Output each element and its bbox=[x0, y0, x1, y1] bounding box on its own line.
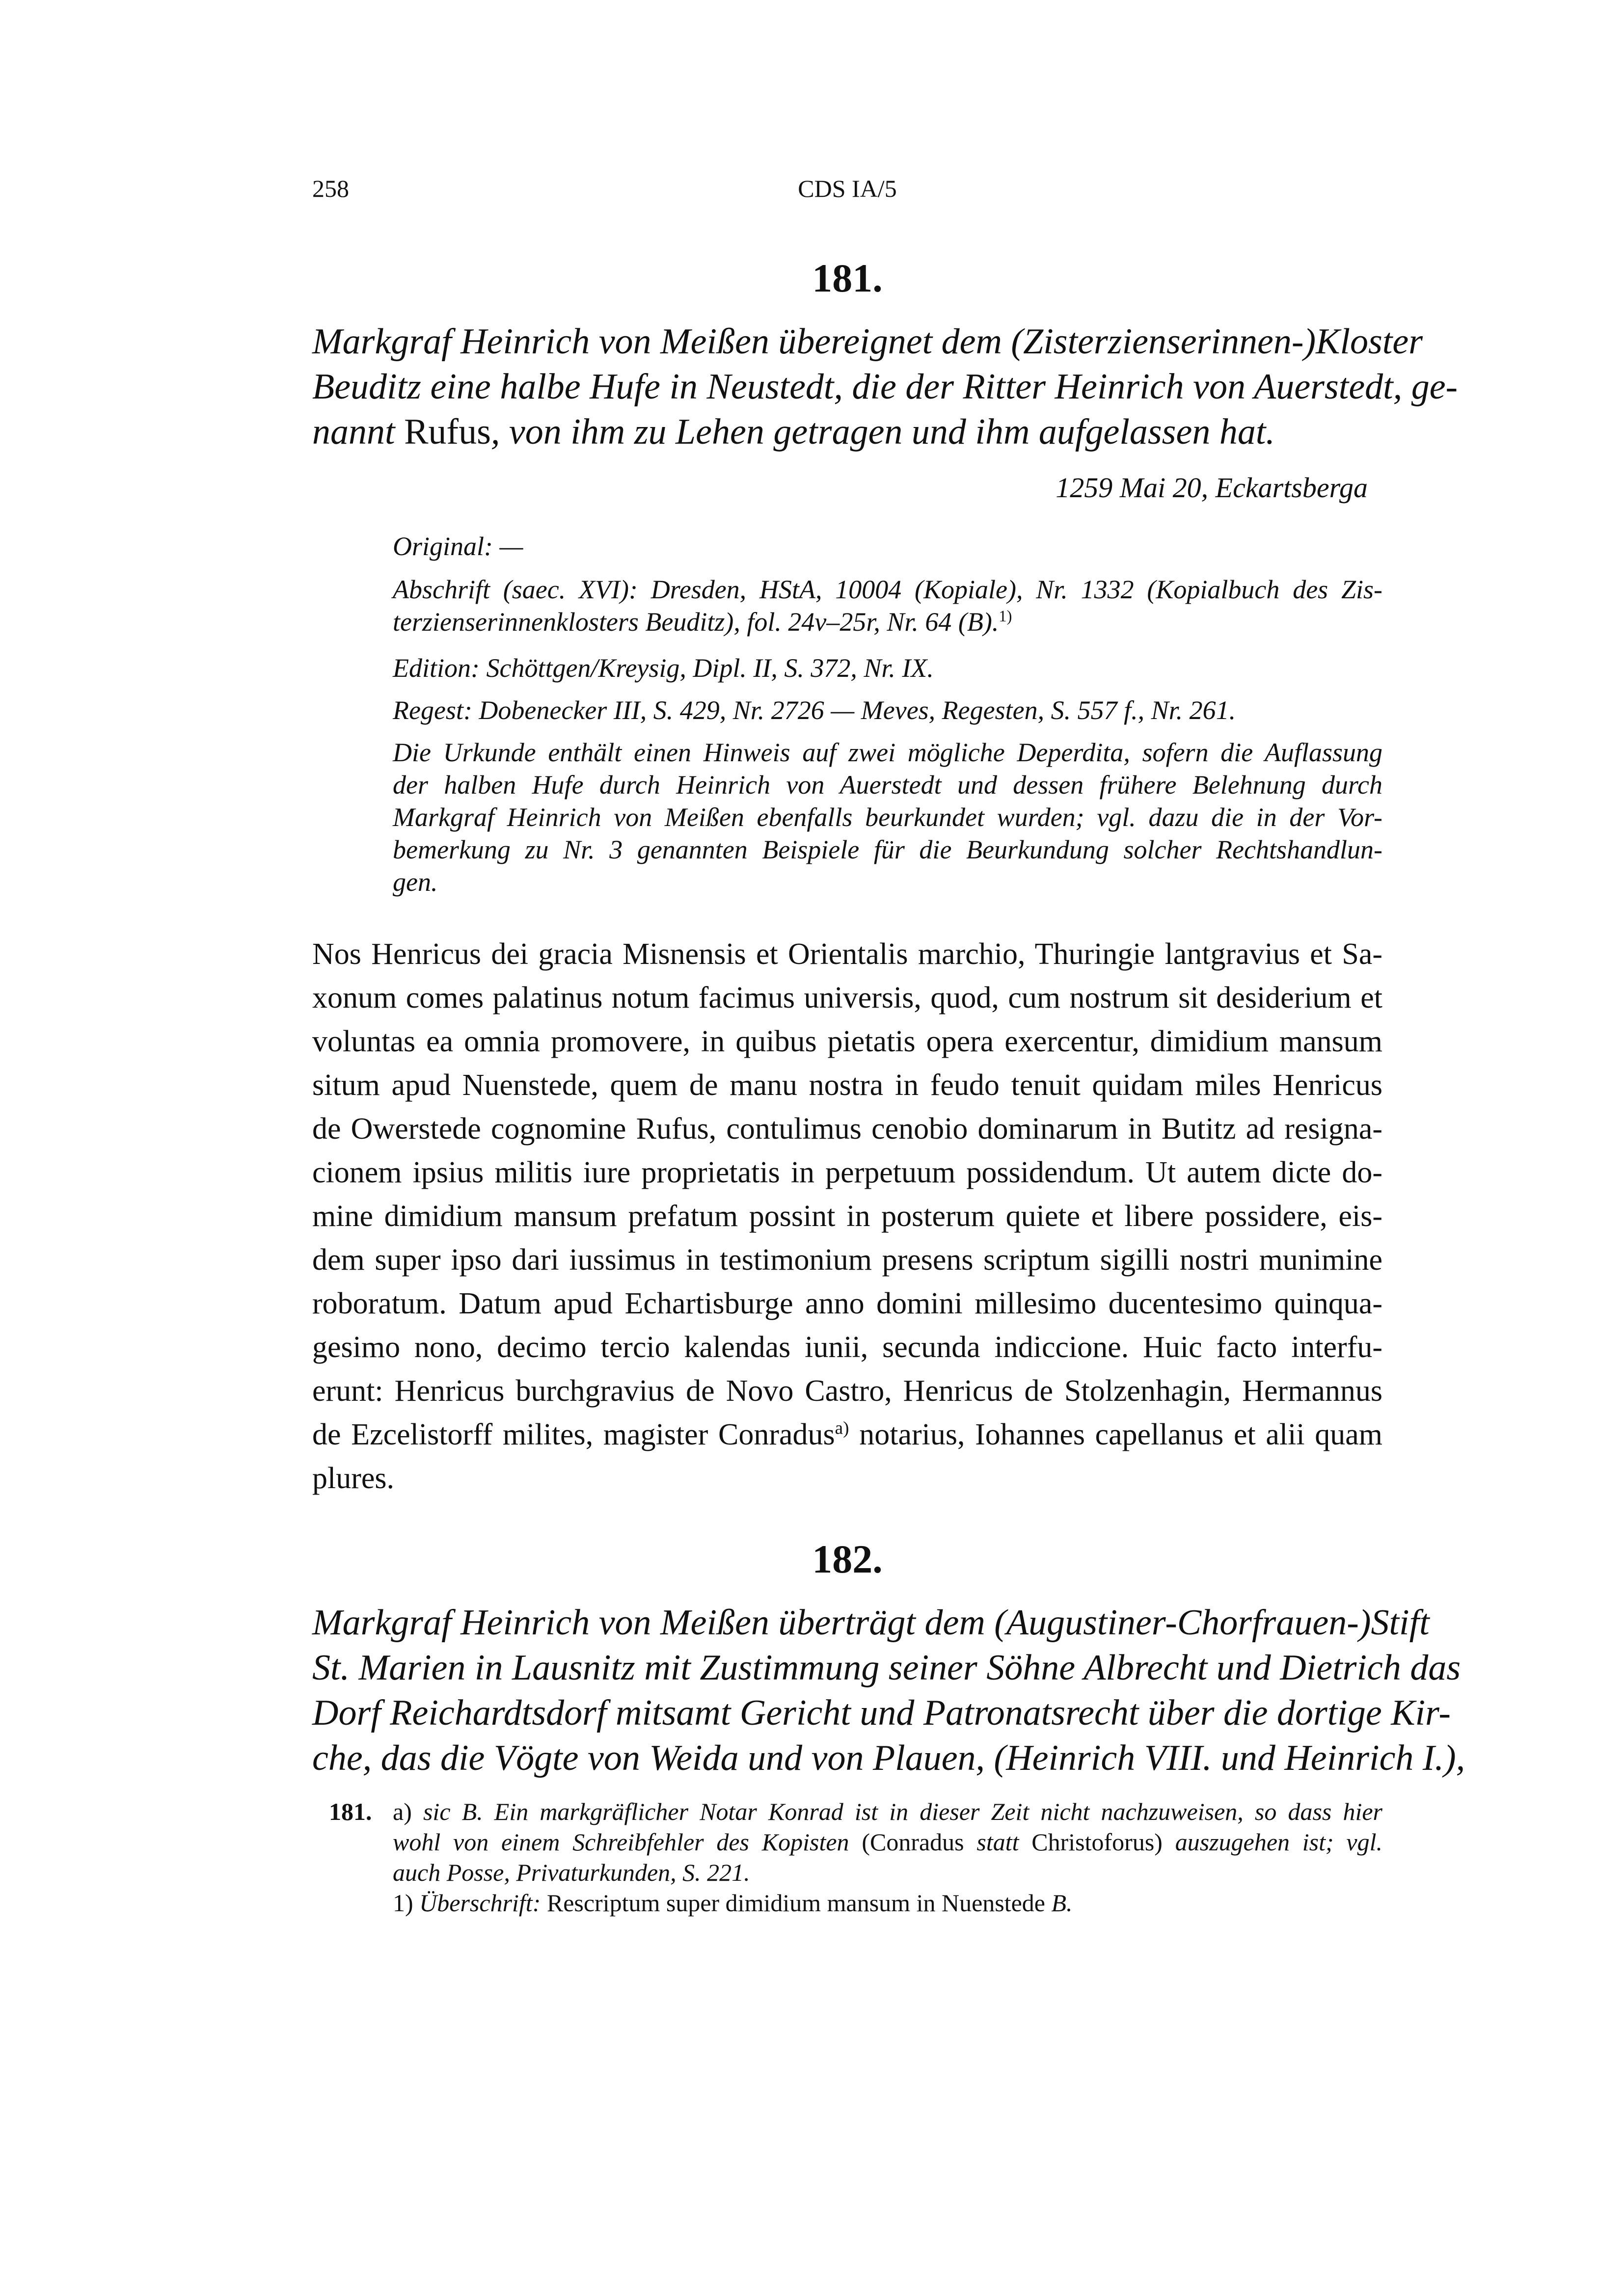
regest-line: Dorf Reichardtsdorf mitsamt Gericht und Patronatsrecht über die dortige Kir- bbox=[312, 1693, 1451, 1733]
regest-line: Markgraf Heinrich von Meißen übereignet dem (Zisterzienserinnen-)Kloster bbox=[312, 321, 1423, 362]
source-apparatus bbox=[393, 530, 1382, 913]
page-number: 258 bbox=[312, 175, 349, 202]
footnote-1: 1) Überschrift: Rescriptum super dimidium mansum in Nuenstede B. bbox=[393, 1889, 1073, 1917]
text-line: cionem ipsius militis iure proprietatis in perpetuum possidendum. Ut autem dicte do- bbox=[312, 1156, 1382, 1189]
text-line: Nos Henricus dei gracia Misnensis et Orientalis marchio, Thuringie lantgravius et Sa- bbox=[312, 937, 1382, 971]
regest-line-last: nannt Rufus, von ihm zu Lehen getragen und ihm aufgelassen hat. bbox=[312, 412, 1275, 452]
text-line: de Ezcelistorff milites, magister Conradus$^{a)}$ notarius, Iohannes capellanus et alii quam bbox=[312, 1418, 1382, 1451]
footnote-a: a) sic B. Ein markgräflicher Notar Konrad ist in dieser Zeit nicht nachzuweisen, so dass hier wohl von einem Schreibfehler des Kopisten (Conradus statt Christoforus) auszugehen ist; vgl. auch Posse, Privaturkunden, S. 221. 1) Überschrift: Rescriptum super dimidium mansum in Nuenstede B. bbox=[393, 1796, 1382, 1918]
text-line: gesimo nono, decimo tercio kalendas iunii, secunda indiccione. Huic facto interfu- bbox=[312, 1331, 1382, 1364]
name-rufus: Rufus bbox=[404, 412, 491, 452]
text-line: voluntas ea omnia promovere, in quibus pietatis opera exercentur, dimidium mansum bbox=[312, 1025, 1382, 1058]
date-place: 1259 Mai 20, Eckartsberga bbox=[1056, 472, 1368, 504]
running-head bbox=[312, 174, 1382, 214]
document-number-182: 182. bbox=[812, 1537, 883, 1581]
commentary: Die Urkunde enthält einen Hinweis auf zwei mögliche Deperdita, sofern die Auflassung der halben Hufe durch Heinrich von Auerstedt und dessen frühere Belehnung durch Markgraf Heinrich von Meißen ebenfalls beurkundet wurden; vgl. dazu die in der Vor- bemerkung zu Nr. 3 genannten Beispiele für die Beurkundung solcher Rechtshandlun- gen. bbox=[393, 738, 1382, 897]
footnote-a-marker: a) bbox=[393, 1798, 412, 1825]
document-text-181 bbox=[312, 933, 1382, 1500]
regest-line: Markgraf Heinrich von Meißen überträgt dem (Augustiner-Chorfrauen-)Stift bbox=[312, 1602, 1430, 1643]
running-title: CDS IA/5 bbox=[798, 175, 897, 202]
text-line: situm apud Nuenstede, quem de manu nostra in feudo tenuit quidam miles Henricus bbox=[312, 1068, 1382, 1102]
text-line: dem super ipso dari iussimus in testimonium presens scriptum sigilli nostri munimine bbox=[312, 1243, 1382, 1277]
document-number-181: 181. bbox=[812, 256, 883, 300]
regest-reference: Regest: Dobenecker III, S. 429, Nr. 2726 — Meves, Regesten, S. 557 f., Nr. 261. bbox=[393, 695, 1236, 725]
text-line: de Owerstede cognomine Rufus, contulimus cenobio dominarum in Butitz ad resigna- bbox=[312, 1112, 1382, 1146]
original-note: Original: — bbox=[393, 532, 523, 561]
text-line-last: plures. bbox=[312, 1462, 395, 1495]
text-line: roboratum. Datum apud Echartisburge anno domini millesimo ducentesimo quinqua- bbox=[312, 1287, 1382, 1320]
footnote-marker-1: 1) bbox=[999, 608, 1012, 625]
copy-note: Abschrift (saec. XVI): Dresden, HStA, 10004 (Kopiale), Nr. 1332 (Kopialbuch des Zis- terzienserinnenklosters Beuditz), fol. 24v–25r, Nr. 64 (B).$^{1)}$ bbox=[393, 575, 1382, 637]
footnote-document-number: 181. bbox=[329, 1798, 372, 1825]
regest-line: che, das die Vögte von Weida und von Plauen, (Heinrich VIII. und Heinrich I.), bbox=[312, 1738, 1465, 1778]
footnote-marker-a: a) bbox=[835, 1418, 849, 1439]
regest-181 bbox=[312, 319, 1458, 454]
text-line: mine dimidium mansum prefatum possint in posterum quiete et libere possidere, eis- bbox=[312, 1200, 1382, 1233]
regest-line: Beuditz eine halbe Hufe in Neustedt, die der Ritter Heinrich von Auerstedt, ge- bbox=[312, 367, 1458, 407]
text-line: erunt: Henricus burchgravius de Novo Castro, Henricus de Stolzenhagin, Hermannus bbox=[312, 1374, 1382, 1408]
regest-182 bbox=[312, 1600, 1465, 1781]
regest-line: St. Marien in Lausnitz mit Zustimmung seiner Söhne Albrecht und Dietrich das bbox=[312, 1648, 1461, 1688]
edition-note: Edition: Schöttgen/Kreysig, Dipl. II, S. 372, Nr. IX. bbox=[393, 653, 934, 683]
text-line: xonum comes palatinus notum facimus universis, quod, cum nostrum sit desiderium et bbox=[312, 981, 1382, 1015]
